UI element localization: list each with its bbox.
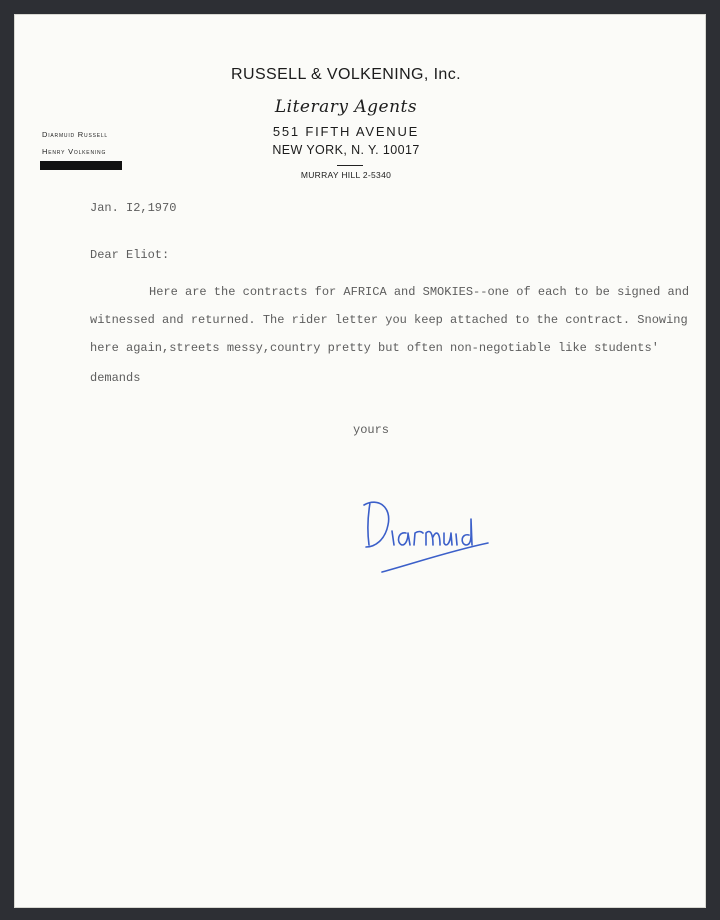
firm-tagline: Literary Agents bbox=[274, 97, 418, 117]
firm-name: RUSSELL & VOLKENING, Inc. bbox=[231, 66, 461, 83]
phone-number: MURRAY HILL 2-5340 bbox=[300, 170, 392, 180]
salutation: Dear Eliot: bbox=[90, 248, 170, 262]
body-line: Here are the contracts for AFRICA and SMOKIES--one of each to be signed and bbox=[149, 285, 690, 299]
body-line: witnessed and returned. The rider letter you keep attached to the contract. Snowing bbox=[90, 313, 688, 327]
letter-date: Jan. I2,1970 bbox=[90, 201, 177, 215]
body-line: here again,streets messy,country pretty but often non-negotiable like students' bbox=[90, 341, 659, 355]
partner-name: Diarmuid Russell bbox=[42, 130, 109, 139]
body-line: demands bbox=[90, 371, 141, 385]
address-line-2: NEW YORK, N. Y. 10017 bbox=[272, 143, 420, 157]
redaction-bar bbox=[40, 161, 122, 170]
partner-name: Henry Volkening bbox=[42, 147, 107, 156]
handwritten-signature bbox=[340, 485, 500, 585]
address-line-1: 551 FIFTH AVENUE bbox=[272, 124, 420, 139]
closing: yours bbox=[353, 423, 390, 437]
letterhead-divider bbox=[337, 165, 363, 166]
